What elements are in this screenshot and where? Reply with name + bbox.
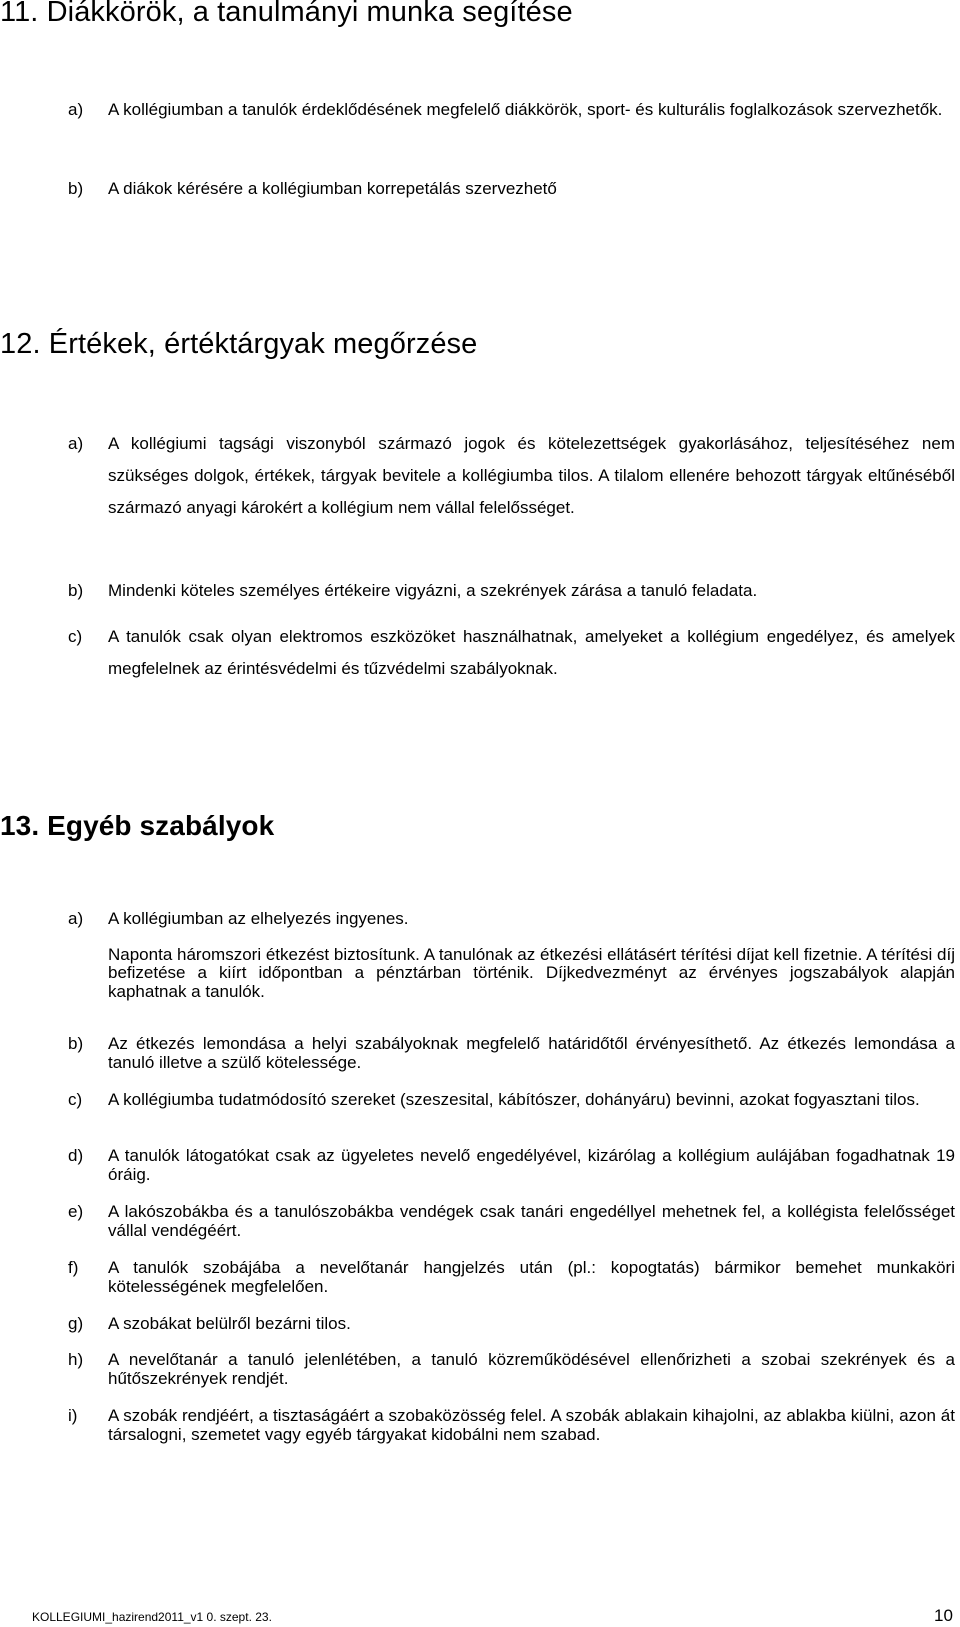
item-text: A kollégiumba tudatmódosító szereket (szeszesital, kábítószer, dohányáru) bevinni, azokat fogyasztani tilos. <box>108 1090 920 1109</box>
item-text: A kollégiumi tagsági viszonyból származó jogok és kötelezettségek gyakorlásához, teljesítéséhez nem szükséges dolgok, értékek, tárgyak bevitele a kollégiumba tilos. A tilalom ellenére behozott tárgyak eltűnéséből származó anyagi károkért a kollégium nem vállal felelősséget. <box>108 434 955 517</box>
list-item <box>68 428 955 524</box>
item-text-block <box>108 910 955 1001</box>
list-item <box>68 1035 955 1072</box>
item-text: A tanulók látogatókat csak az ügyeletes nevelő engedélyével, kizárólag a kollégium aulájában fogadhatnak 19 óráig. <box>108 1146 955 1184</box>
list-item <box>68 621 955 685</box>
item-text: A szobákat belülről bezárni tilos. <box>108 1314 351 1333</box>
item-text: A lakószobákba és a tanulószobákba vendégek csak tanári engedéllyel mehetnek fel, a kollégista felelősséget vállal vendégéért. <box>108 1202 955 1240</box>
item-label: h) <box>68 1350 84 1369</box>
item-label: b) <box>68 179 84 198</box>
list-item <box>68 1351 955 1388</box>
item-label: c) <box>68 1090 83 1109</box>
item-text: A szobák rendjéért, a tisztaságáért a szobaközösség felel. A szobák ablakain kihajolni, az ablakba kiülni, azon át társalogni, szemetet vagy egyéb tárgyakat kidobálni nem szabad. <box>108 1406 955 1444</box>
item-label: c) <box>68 627 83 646</box>
item-text: A diákok kérésére a kollégiumban korrepetálás szervezhető <box>108 179 557 198</box>
list-item <box>68 1315 955 1334</box>
item-text: A nevelőtanár a tanuló jelenlétében, a tanuló közreműködésével ellenőrizheti a szobai szekrények és a hűtőszekrények rendjét. <box>108 1350 955 1388</box>
item-text: Az étkezés lemondása a helyi szabályoknak megfelelő határidőtől érvényesíthető. Az étkezés lemondása a tanuló illetve a szülő kötelessége. <box>108 1034 955 1072</box>
list-item <box>68 173 955 205</box>
item-label: b) <box>68 581 84 600</box>
footer-document-id: KOLLEGIUMI_hazirend2011_v1 0. szept. 23. <box>32 1610 272 1624</box>
list-item <box>68 94 955 126</box>
item-label: b) <box>68 1034 84 1053</box>
list-item <box>68 1259 955 1296</box>
item-text: A kollégiumban az elhelyezés ingyenes. <box>108 909 409 928</box>
item-text: A kollégiumban a tanulók érdeklődésének megfelelő diákkörök, sport- és kulturális foglalkozások szervezhetők. <box>108 100 943 119</box>
item-label: a) <box>68 100 84 119</box>
item-label: i) <box>68 1406 78 1425</box>
list-item <box>68 910 955 1001</box>
item-text-continued: Naponta háromszori étkezést biztosítunk. A tanulónak az étkezési ellátásért térítési díjat kell fizetnie. A térítési díj befizetése a kiírt időpontban a pénztárban történik. Díjkedvezményt az érvényes jogszabályok alapján kaphatnak a tanulók. <box>108 944 955 1001</box>
list-item <box>68 1407 955 1444</box>
item-label: d) <box>68 1146 84 1165</box>
page-number: 10 <box>934 1606 953 1625</box>
list-item <box>68 575 955 607</box>
section-12-title: 12. Értékek, értéktárgyak megőrzése <box>0 328 478 360</box>
section-11-title: 11. Diákkörök, a tanulmányi munka segítése <box>0 0 573 28</box>
item-text: A tanulók csak olyan elektromos eszközöket használhatnak, amelyeket a kollégium engedélyez, és amelyek megfelelnek az érintésvédelmi és tűzvédelmi szabályoknak. <box>108 627 955 678</box>
item-text: Mindenki köteles személyes értékeire vigyázni, a szekrények zárása a tanuló feladata. <box>108 581 758 600</box>
list-item <box>68 1203 955 1240</box>
item-label: f) <box>68 1258 79 1277</box>
section-13-title: 13. Egyéb szabályok <box>0 810 275 841</box>
item-label: e) <box>68 1202 84 1221</box>
item-label: g) <box>68 1314 84 1333</box>
item-text: A tanulók szobájába a nevelőtanár hangjelzés után (pl.: kopogtatás) bármikor bemehet munkaköri kötelességének megfelelően. <box>108 1258 955 1296</box>
item-label: a) <box>68 909 84 928</box>
list-item <box>68 1147 955 1184</box>
item-label: a) <box>68 434 84 453</box>
list-item <box>68 1091 955 1110</box>
